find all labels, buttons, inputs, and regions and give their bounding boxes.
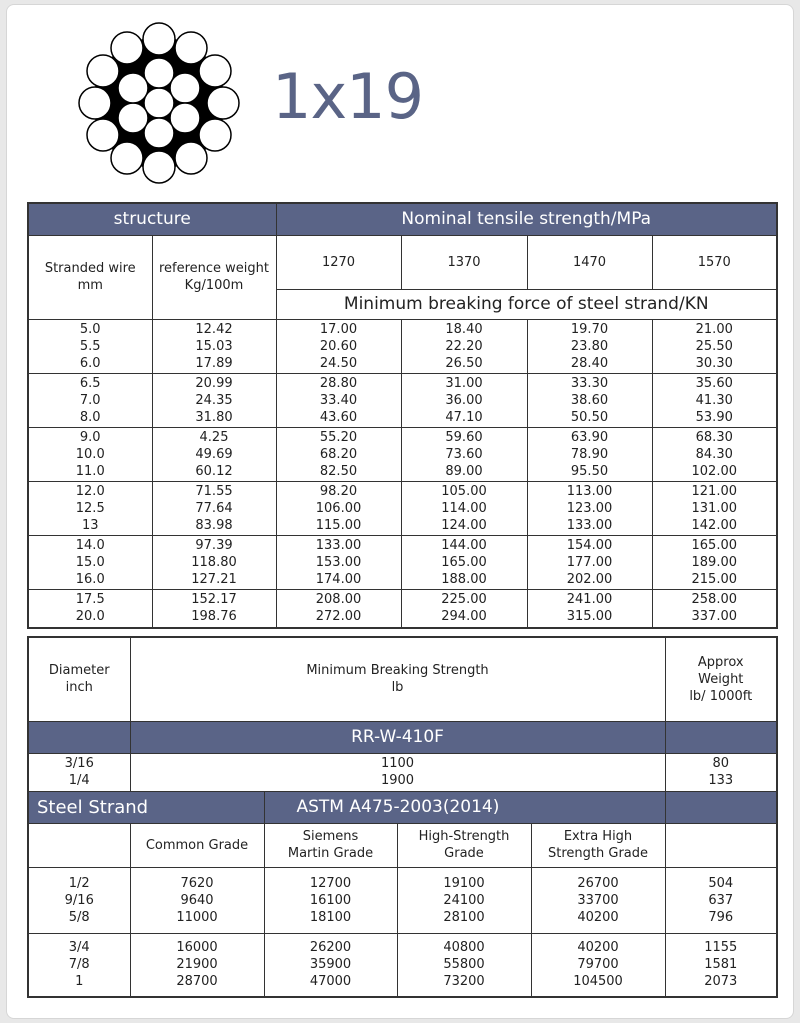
group-cell-diam: 14.0 15.0 16.0: [28, 535, 152, 589]
group-cell-c1270: 55.20 68.20 82.50: [276, 427, 401, 481]
group-cell-weight: 12.42 15.03 17.89: [152, 319, 276, 373]
group-cell-c1470: 63.90 78.90 95.50: [527, 427, 652, 481]
group-cell-weight: 152.17 198.76: [152, 589, 276, 628]
astm-cell-high: 40800 55800 73200: [397, 933, 531, 997]
strand-group-row: [28, 319, 777, 373]
strand-group-row: [28, 535, 777, 589]
group-cell-c1470: 154.00 177.00 202.00: [527, 535, 652, 589]
min-breaking-strength-header: Minimum Breaking Strength lb: [130, 637, 665, 721]
group-cell-c1470: 19.70 23.80 28.40: [527, 319, 652, 373]
astm-cell-extra: 26700 33700 40200: [531, 867, 665, 933]
group-cell-c1470: 241.00 315.00: [527, 589, 652, 628]
strand-group-row: [28, 589, 777, 628]
stranded-wire-header: Stranded wire mm: [28, 235, 152, 319]
group-cell-c1370: 31.00 36.00 47.10: [401, 373, 527, 427]
strand-cross-section-icon: [76, 20, 242, 186]
astm-group-row: [28, 867, 777, 933]
group-cell-c1570: 258.00 337.00: [652, 589, 777, 628]
group-cell-c1270: 133.00 153.00 174.00: [276, 535, 401, 589]
extra-high-strength-grade-header: Extra High Strength Grade: [531, 823, 665, 867]
astm-cell-weight: 504 637 796: [665, 867, 777, 933]
imperial-strength-table: [27, 636, 778, 998]
strand-group-row: [28, 481, 777, 535]
steel-strand-header: Steel Strand: [28, 791, 264, 823]
grade-blank-right: [665, 823, 777, 867]
rr-blank-right: [665, 721, 777, 753]
diameter-header: Diameter inch: [28, 637, 130, 721]
strength-1470-header: 1470: [527, 235, 652, 289]
group-cell-c1570: 121.00 131.00 142.00: [652, 481, 777, 535]
group-cell-c1270: 17.00 20.60 24.50: [276, 319, 401, 373]
group-cell-diam: 12.0 12.5 13: [28, 481, 152, 535]
group-cell-c1470: 33.30 38.60 50.50: [527, 373, 652, 427]
group-cell-diam: 6.5 7.0 8.0: [28, 373, 152, 427]
page-title: 1x19: [272, 60, 424, 133]
group-cell-c1270: 28.80 33.40 43.60: [276, 373, 401, 427]
group-cell-diam: 5.0 5.5 6.0: [28, 319, 152, 373]
strength-1370-header: 1370: [401, 235, 527, 289]
rr-diameter-cell: 3/16 1/4: [28, 753, 130, 791]
group-cell-c1370: 18.40 22.20 26.50: [401, 319, 527, 373]
common-grade-header: Common Grade: [130, 823, 264, 867]
astm-cell-siemens: 26200 35900 47000: [264, 933, 397, 997]
astm-cell-common: 16000 21900 28700: [130, 933, 264, 997]
nominal-strength-header: Nominal tensile strength/MPa: [276, 203, 777, 235]
group-cell-c1270: 98.20 106.00 115.00: [276, 481, 401, 535]
min-breaking-force-subheader: Minimum breaking force of steel strand/KN: [276, 289, 777, 319]
astm-cell-diam: 1/2 9/16 5/8: [28, 867, 130, 933]
group-cell-c1270: 208.00 272.00: [276, 589, 401, 628]
strength-1270-header: 1270: [276, 235, 401, 289]
group-cell-diam: 17.5 20.0: [28, 589, 152, 628]
astm-header: ASTM A475-2003(2014): [264, 791, 665, 823]
group-cell-c1370: 105.00 114.00 124.00: [401, 481, 527, 535]
grade-blank-left: [28, 823, 130, 867]
group-cell-c1470: 113.00 123.00 133.00: [527, 481, 652, 535]
rr-w-410f-header: RR-W-410F: [130, 721, 665, 753]
group-cell-c1570: 165.00 189.00 215.00: [652, 535, 777, 589]
rr-mbs-cell: 1100 1900: [130, 753, 665, 791]
strength-1570-header: 1570: [652, 235, 777, 289]
structure-header: structure: [28, 203, 276, 235]
strand-group-row: [28, 427, 777, 481]
astm-cell-siemens: 12700 16100 18100: [264, 867, 397, 933]
group-cell-weight: 71.55 77.64 83.98: [152, 481, 276, 535]
group-cell-weight: 20.99 24.35 31.80: [152, 373, 276, 427]
group-cell-c1370: 225.00 294.00: [401, 589, 527, 628]
group-cell-diam: 9.0 10.0 11.0: [28, 427, 152, 481]
group-cell-weight: 4.25 49.69 60.12: [152, 427, 276, 481]
astm-cell-common: 7620 9640 11000: [130, 867, 264, 933]
approx-weight-header: Approx Weight lb/ 1000ft: [665, 637, 777, 721]
astm-cell-diam: 3/4 7/8 1: [28, 933, 130, 997]
rr-weight-cell: 80 133: [665, 753, 777, 791]
reference-weight-header: reference weight Kg/100m: [152, 235, 276, 319]
group-cell-c1370: 144.00 165.00 188.00: [401, 535, 527, 589]
metric-strength-table: [27, 202, 778, 629]
astm-cell-extra: 40200 79700 104500: [531, 933, 665, 997]
astm-cell-weight: 1155 1581 2073: [665, 933, 777, 997]
group-cell-c1570: 21.00 25.50 30.30: [652, 319, 777, 373]
group-cell-weight: 97.39 118.80 127.21: [152, 535, 276, 589]
astm-blank-right: [665, 791, 777, 823]
astm-cell-high: 19100 24100 28100: [397, 867, 531, 933]
group-cell-c1370: 59.60 73.60 89.00: [401, 427, 527, 481]
rr-blank-left: [28, 721, 130, 753]
group-cell-c1570: 68.30 84.30 102.00: [652, 427, 777, 481]
high-strength-grade-header: High-Strength Grade: [397, 823, 531, 867]
siemens-martin-grade-header: Siemens Martin Grade: [264, 823, 397, 867]
strand-group-row: [28, 373, 777, 427]
astm-group-row: [28, 933, 777, 997]
group-cell-c1570: 35.60 41.30 53.90: [652, 373, 777, 427]
